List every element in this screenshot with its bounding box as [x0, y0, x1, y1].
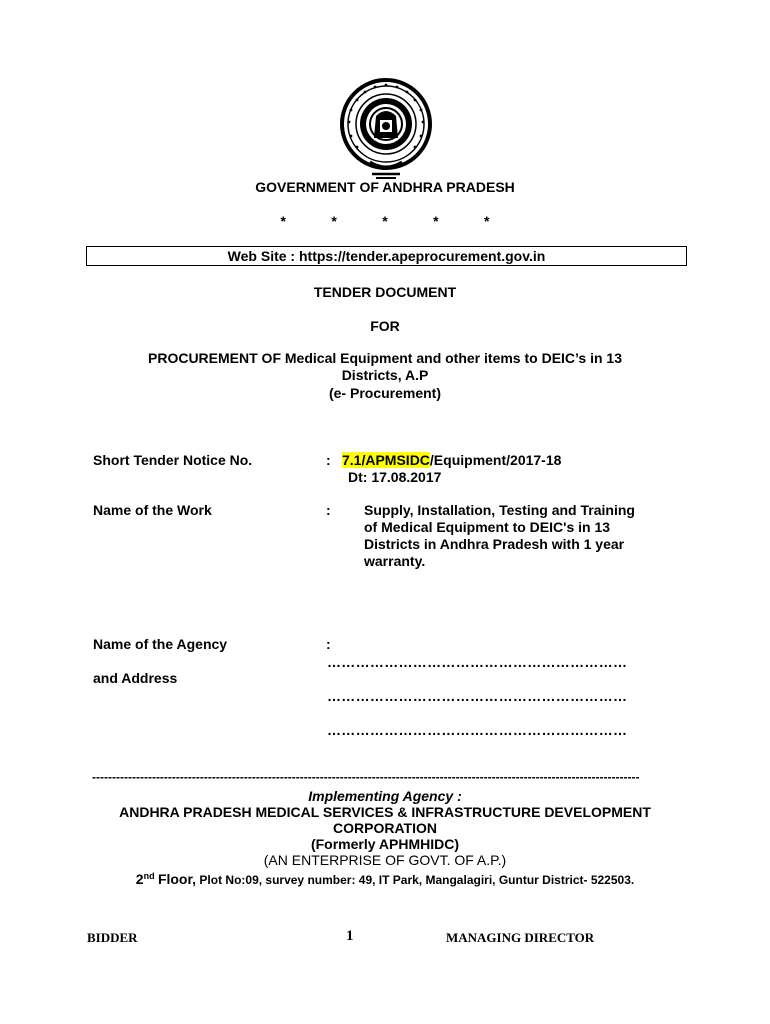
tender-notice-label: Short Tender Notice No. [93, 452, 253, 468]
website-url[interactable]: https://tender.apeprocurement.gov.in [298, 248, 546, 264]
tender-document-title: TENDER DOCUMENT [313, 284, 457, 300]
tender-notice-number-highlight: 7.1/APMSIDC [342, 452, 430, 468]
work-description-line4: warranty. [364, 553, 426, 569]
floor-word: Floor, [157, 871, 197, 887]
website-label: Web Site : [227, 248, 296, 264]
tender-notice-colon: : [326, 452, 331, 468]
work-label: Name of the Work [93, 502, 212, 518]
agency-address-label: and Address [93, 670, 178, 686]
formerly-label: (Formerly APHMHIDC) [310, 836, 460, 852]
government-heading: GOVERNMENT OF ANDHRA PRADESH [255, 179, 515, 195]
tender-notice-date: Dt: 17.08.2017 [348, 469, 442, 485]
star: * [382, 213, 388, 229]
procurement-title-line2: Districts, A.P [341, 367, 429, 383]
implementing-agency-name-line2: CORPORATION [333, 820, 437, 836]
floor-number: 2 [135, 871, 144, 887]
agency-name-label: Name of the Agency [93, 636, 228, 652]
page-number: 1 [346, 928, 354, 944]
implementing-agency-name-line1: ANDHRA PRADESH MEDICAL SERVICES & INFRASTRUCTURE DEVELOPMENT [119, 804, 651, 820]
agency-blank-line3[interactable]: ……………………………………………………… [327, 722, 628, 738]
enterprise-label: (AN ENTERPRISE OF GOVT. OF A.P.) [263, 852, 507, 868]
agency-blank-line1[interactable]: ……………………………………………………… [327, 654, 628, 670]
work-description-line3: Districts in Andhra Pradesh with 1 year [364, 536, 625, 552]
website-box [86, 246, 687, 266]
tender-notice-number [342, 452, 561, 469]
star: * [331, 213, 337, 229]
work-description-line2: of Medical Equipment to DEIC's in 13 [364, 519, 611, 535]
star: * [484, 213, 490, 229]
footer-bidder: BIDDER [87, 930, 138, 945]
star-separator [0, 213, 770, 229]
procurement-title-line1: PROCUREMENT OF Medical Equipment and other items to DEIC’s in 13 [148, 350, 622, 366]
tender-notice-number-rest: /Equipment/2017-18 [429, 452, 562, 468]
agency-blank-line2[interactable]: ……………………………………………………… [327, 688, 628, 704]
star: * [280, 213, 286, 229]
star: * [433, 213, 439, 229]
work-description-line1: Supply, Installation, Testing and Training [364, 502, 635, 518]
for-label: FOR [370, 318, 400, 334]
procurement-title-line3: (e- Procurement) [328, 385, 442, 401]
agency-address [0, 868, 770, 888]
address-text: Plot No:09, survey number: 49, IT Park, Mangalagiri, Guntur District- 522503. [199, 873, 635, 887]
dashed-separator: ----------------------------------------------------------------------------------------------------------------------------------------- [92, 770, 640, 784]
andhra-pradesh-emblem-icon [330, 76, 442, 184]
implementing-agency-label: Implementing Agency : [308, 788, 462, 804]
floor-suffix: nd [143, 871, 155, 881]
work-colon: : [326, 502, 331, 518]
footer-managing-director: MANAGING DIRECTOR [446, 930, 595, 945]
agency-colon: : [326, 636, 331, 652]
